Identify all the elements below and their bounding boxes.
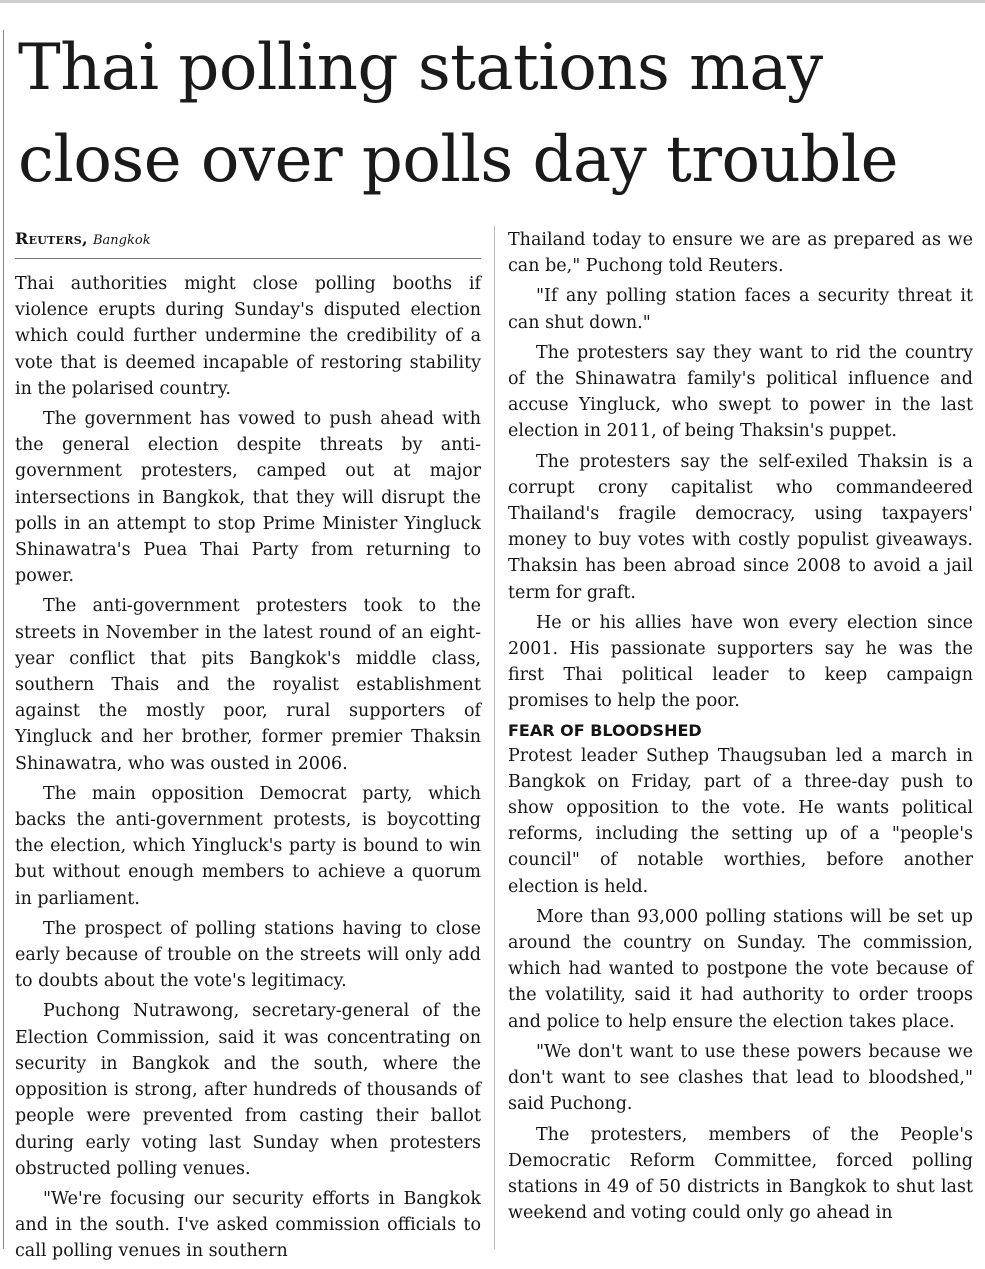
paragraph: The protesters say they want to rid the country of the Shinawatra family's political influence and accuse Yingluck, who swept to power in the last election in 2011, of being Thaksin's puppet. [508,342,973,442]
paragraph: Protest leader Suthep Thaugsuban led a march in Bangkok on Friday, part of a three-day push to show opposition to the vote. He wants political reforms, including the setting up of a "people's council" of notable worthies, before another election is held. [508,745,973,897]
paragraph: The government has vowed to push ahead with the general election despite threats by anti-government protesters, camped out at major intersections in Bangkok, that they will disrupt the polls in an attempt to stop Prime Minister Yingluck Shinawatra's Puea Thai Party from returning to power. [15,409,481,587]
paragraph: The prospect of polling stations having to close early because of trouble on the streets will only add to doubts about the vote's legitimacy. [15,918,481,992]
left-column-rule [3,30,4,1249]
paragraph: The protesters say the self-exiled Thaksin is a corrupt crony capitalist who commandeered Thailand's fragile democracy, using taxpayers' money to buy votes with costly populist giveaways. Thaksin has been abroad since 2008 to avoid a jail term for graft. [508,451,973,603]
paragraph: "We don't want to use these powers because we don't want to see clashes that lead to bloodshed," said Puchong. [508,1041,973,1115]
paragraph: More than 93,000 polling stations will be set up around the country on Sunday. The commission, which had wanted to postpone the vote because of the volatility, said it had authority to order troops and police to help ensure the election takes place. [508,906,973,1032]
paragraph: He or his allies have won every election since 2001. His passionate supporters say he was the first Thai political leader to keep campaign promises to help the poor. [508,612,973,712]
paragraph: Thai authorities might close polling booths if violence erupts during Sunday's disputed election which could further undermine the credibility of a vote that is deemed incapable of restoring stability in the polarised country. [15,274,481,399]
paragraph: The anti-government protesters took to the streets in November in the latest round of an eight-year conflict that pits Bangkok's middle class, southern Thais and the royalist establishment against the mostly poor, rural supporters of Yingluck and her brother, former premier Thaksin Shinawatra, who was ousted in 2006. [15,596,481,774]
subhead: FEAR OF BLOODSHED [508,720,702,740]
paragraph: "If any polling station faces a security threat it can shut down." [508,286,973,333]
top-border [0,0,985,3]
headline: Thai polling stations may close over polls day trouble [18,31,899,197]
byline-location: Bangkok [93,233,151,248]
byline-agency: Reuters, [15,229,88,248]
paragraph: Thailand today to ensure we are as prepared as we can be," Puchong told Reuters. [508,230,973,277]
paragraph: The protesters, members of the People's Democratic Reform Committee, forced polling stations in 49 of 50 districts in Bangkok to shut last weekend and voting could only go ahead in [508,1124,973,1224]
column-left [15,226,481,1269]
paragraph: Puchong Nutrawong, secretary-general of the Election Commission, said it was concentrating on security in Bangkok and the south, where the opposition is strong, after hundreds of thousands of people were prevented from casting their ballot during early voting last Sunday when protesters obstructed polling venues. [15,1001,481,1179]
paragraph: The main opposition Democrat party, which backs the anti-government protests, is boycotting the election, which Yingluck's party is bound to win but without enough members to achieve a quorum in parliament. [15,783,481,909]
paragraph: "We're focusing our security efforts in Bangkok and in the south. I've asked commission officials to call polling venues in southern [15,1188,481,1262]
column-right [508,227,973,1230]
byline [15,226,481,259]
column-divider [494,226,495,1249]
